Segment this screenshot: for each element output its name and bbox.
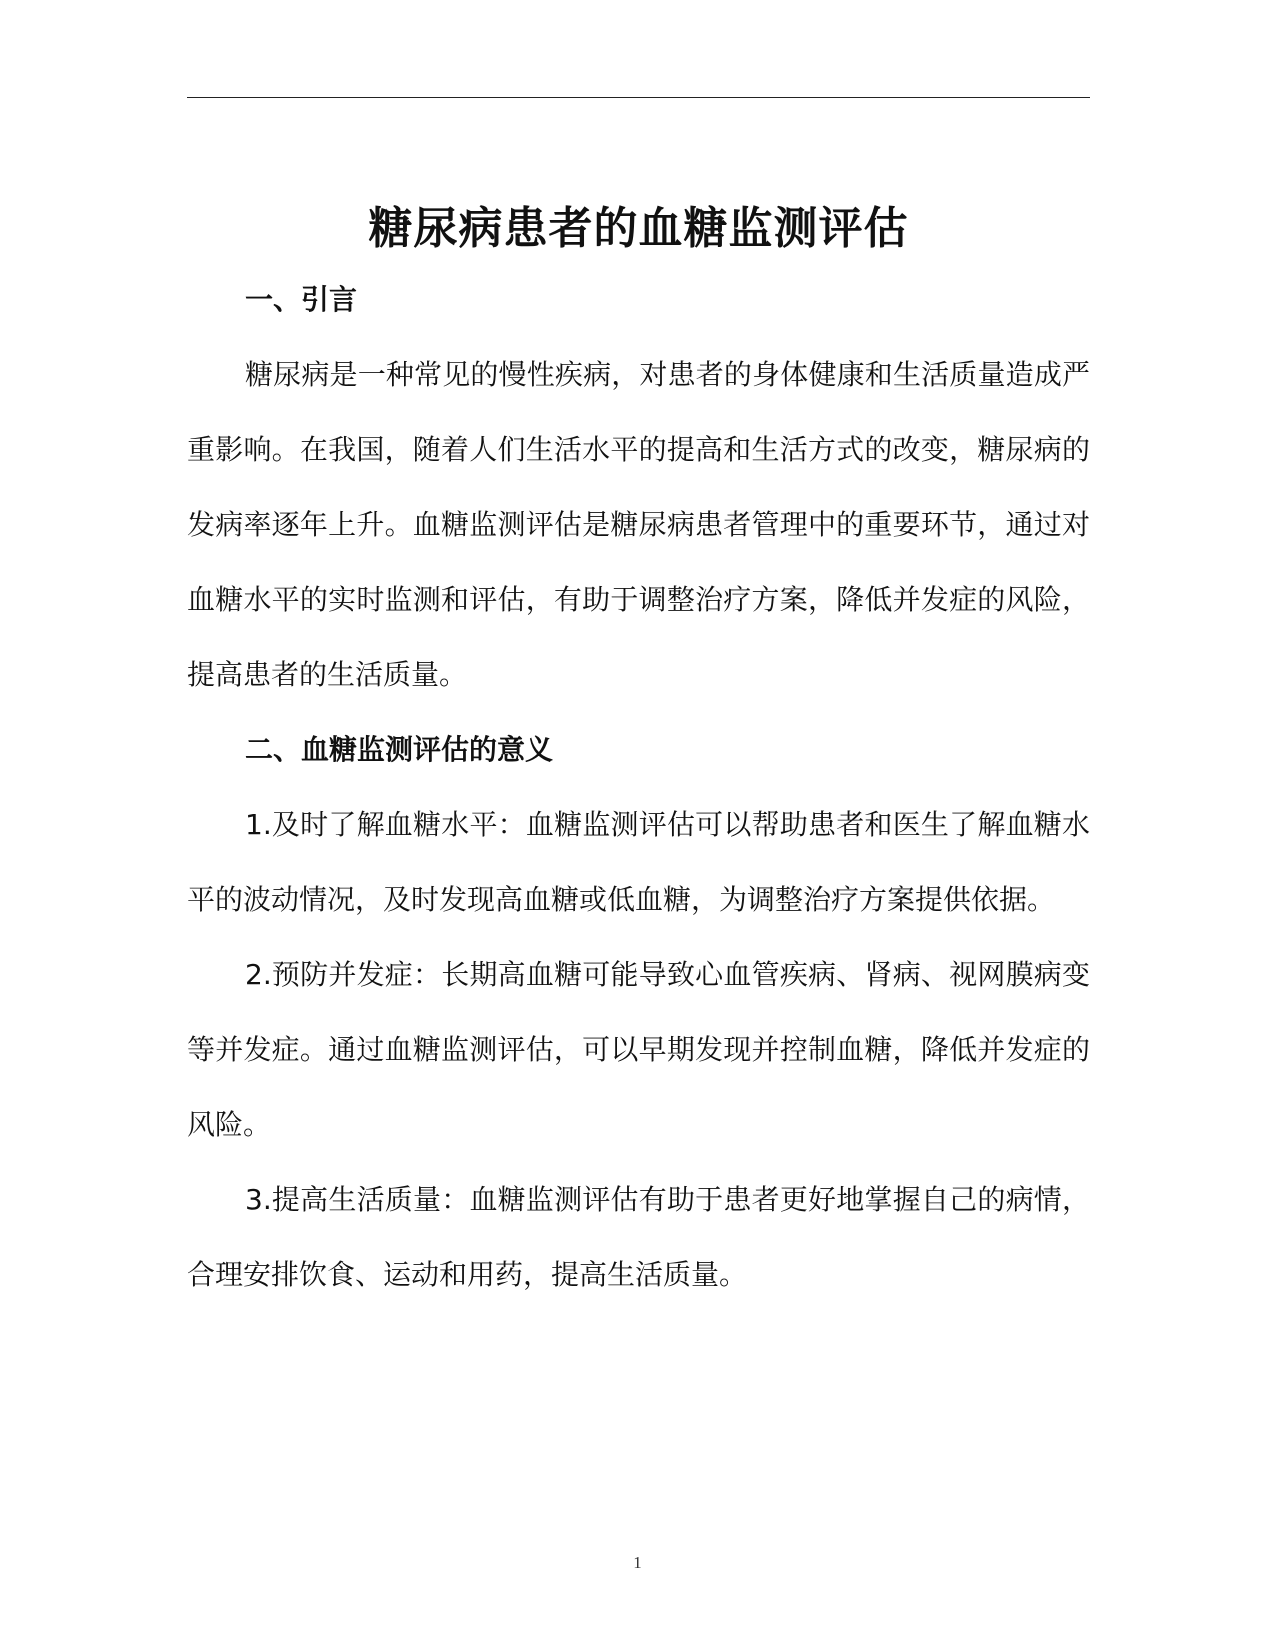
document-body (187, 262, 1090, 1312)
paragraph: 3.提高生活质量：血糖监测评估有助于患者更好地掌握自己的病情，合理安排饮食、运动和用药，提高生活质量。 (187, 1183, 1090, 1291)
section-heading: 一、引言 (245, 283, 358, 316)
header-rule (187, 97, 1090, 98)
page-number: 1 (633, 1553, 642, 1572)
section-introduction (187, 262, 1090, 712)
paragraph: 2.预防并发症：长期高血糖可能导致心血管疾病、肾病、视网膜病变等并发症。通过血糖监测评估，可以早期发现并控制血糖，降低并发症的风险。 (187, 958, 1090, 1141)
section-heading: 二、血糖监测评估的意义 (245, 733, 554, 766)
section-significance (187, 712, 1090, 1312)
document-title: 糖尿病患者的血糖监测评估 (368, 203, 909, 255)
paragraph: 糖尿病是一种常见的慢性疾病，对患者的身体健康和生活质量造成严重影响。在我国，随着人们生活水平的提高和生活方式的改变，糖尿病的发病率逐年上升。血糖监测评估是糖尿病患者管理中的重要环节，通过对血糖水平的实时监测和评估，有助于调整治疗方案，降低并发症的风险，提高患者的生活质量。 (187, 358, 1090, 691)
paragraph: 1.及时了解血糖水平：血糖监测评估可以帮助患者和医生了解血糖水平的波动情况，及时发现高血糖或低血糖，为调整治疗方案提供依据。 (187, 808, 1090, 916)
